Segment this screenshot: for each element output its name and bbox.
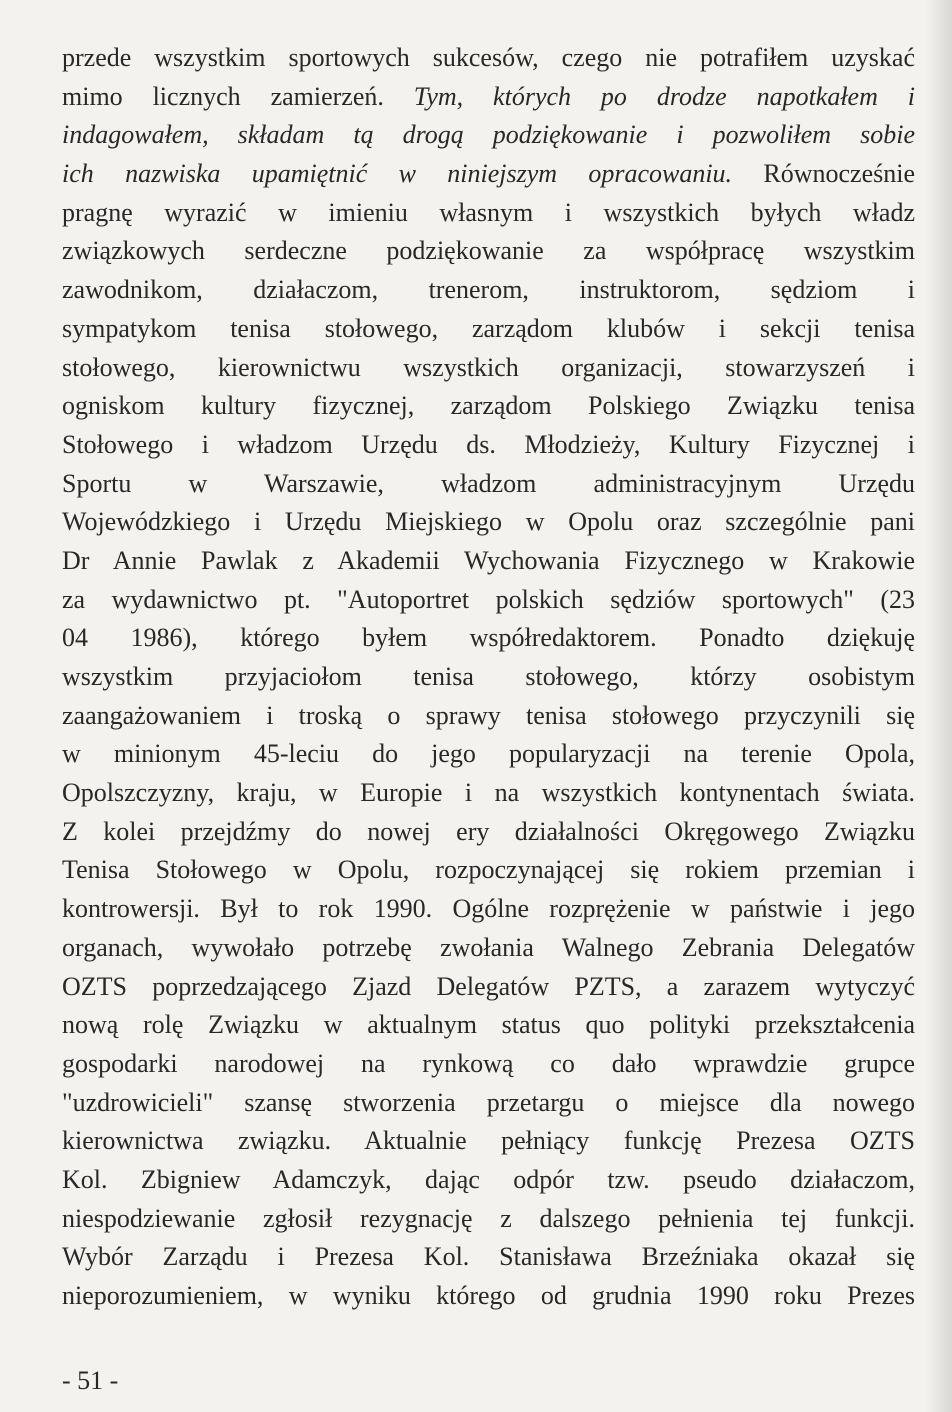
page-edge-shadow xyxy=(926,0,952,1412)
body-line-italic: indagowałem, składam tą drogą podziękowanie i pozwoliłem sobie xyxy=(62,120,915,150)
body-line: za wydawnictwo pt. "Autoportret polskich sędziów sportowych" (23 xyxy=(62,584,915,614)
body-line: gospodarki narodowej na rynkową co dało wprawdzie grupce xyxy=(62,1048,915,1078)
body-line: związkowych serdeczne podziękowanie za współpracę wszystkim xyxy=(62,236,915,266)
body-line: Dr Annie Pawlak z Akademii Wychowania Fizycznego w Krakowie xyxy=(62,545,915,575)
body-line: "uzdrowicieli" szansę stworzenia przetargu o miejsce dla nowego xyxy=(62,1087,915,1117)
body-line: wszystkim przyjaciołom tenisa stołowego, którzy osobistym xyxy=(62,662,915,691)
body-line: 04 1986), którego byłem współredaktorem. Ponadto dziękuję xyxy=(62,623,915,653)
body-line: OZTS poprzedzającego Zjazd Delegatów PZTS, a zarazem wytyczyć xyxy=(62,971,915,1001)
body-line: kierownictwa związku. Aktualnie pełniący funkcję Prezesa OZTS xyxy=(62,1126,915,1156)
body-line: ogniskom kultury fizycznej, zarządom Polskiego Związku tenisa xyxy=(62,391,915,421)
italic-text: Tym, których po drodze napotkałem i xyxy=(413,81,915,111)
body-line: nieporozumieniem, w wyniku którego od grudnia 1990 roku Prezes xyxy=(62,1281,915,1310)
body-line: sympatykom tenisa stołowego, zarządom klubów i sekcji tenisa xyxy=(62,313,915,343)
body-line: niespodziewanie zgłosił rezygnację z dalszego pełnienia tej funkcji. xyxy=(62,1203,915,1233)
body-line: Kol. Zbigniew Adamczyk, dając odpór tzw. pseudo działaczom, xyxy=(62,1164,915,1194)
body-line: nową rolę Związku w aktualnym status quo polityki przekształcenia xyxy=(62,1010,915,1040)
body-line xyxy=(62,78,915,117)
body-text xyxy=(62,39,915,1316)
body-line xyxy=(62,155,915,194)
body-line: w minionym 45-leciu do jego popularyzacji na terenie Opola, xyxy=(62,739,915,769)
body-line: Tenisa Stołowego w Opolu, rozpoczynającej się rokiem przemian i xyxy=(62,855,915,885)
line-text: Równocześnie xyxy=(763,159,915,189)
italic-text: ich nazwiska upamiętnić w niniejszym opracowaniu. xyxy=(62,159,733,189)
body-line: zawodnikom, działaczom, trenerom, instruktorom, sędziom i xyxy=(62,275,915,305)
body-line: organach, wywołało potrzebę zwołania Walnego Zebrania Delegatów xyxy=(62,932,915,962)
body-line: przede wszystkim sportowych sukcesów, czego nie potrafiłem uzyskać xyxy=(62,43,915,72)
body-line: Wojewódzkiego i Urzędu Miejskiego w Opolu oraz szczególnie pani xyxy=(62,507,915,537)
body-line: Opolszczyzny, kraju, w Europie i na wszystkich kontynentach świata. xyxy=(62,778,915,808)
body-line: Z kolei przejdźmy do nowej ery działalności Okręgowego Związku xyxy=(62,816,915,846)
body-line: Stołowego i władzom Urzędu ds. Młodzieży, Kultury Fizycznej i xyxy=(62,429,915,459)
line-text: mimo licznych zamierzeń. xyxy=(62,81,384,111)
body-line: Wybór Zarządu i Prezesa Kol. Stanisława Brzeźniaka okazał się xyxy=(62,1242,915,1272)
body-line: zaangażowaniem i troską o sprawy tenisa stołowego przyczynili się xyxy=(62,700,915,730)
body-line: Sportu w Warszawie, władzom administracyjnym Urzędu xyxy=(62,468,915,498)
body-line: pragnę wyrazić w imieniu własnym i wszystkich byłych władz xyxy=(62,197,915,227)
body-line: stołowego, kierownictwu wszystkich organizacji, stowarzyszeń i xyxy=(62,352,915,382)
page-number: - 51 - xyxy=(62,1366,119,1395)
body-line: kontrowersji. Był to rok 1990. Ogólne rozprężenie w państwie i jego xyxy=(62,894,915,924)
